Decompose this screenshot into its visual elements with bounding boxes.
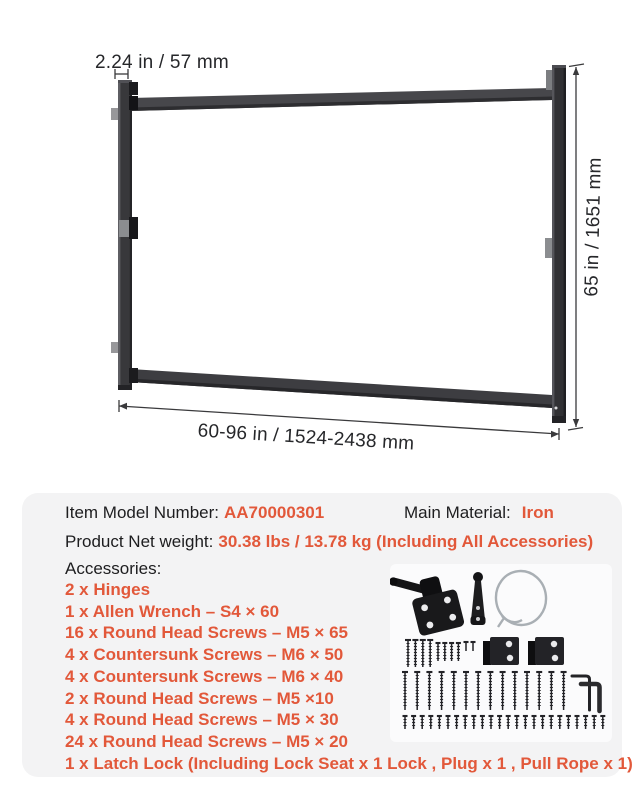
accessories-kit-image xyxy=(390,564,612,742)
hinge-block xyxy=(129,217,138,239)
material-value: Iron xyxy=(521,503,554,522)
material-label: Main Material: xyxy=(404,503,511,522)
accessory-item: 2 x Round Head Screws – M5 ×10 xyxy=(65,688,334,708)
hinge-bracket-graphic xyxy=(528,637,564,665)
model-value: AA70000301 xyxy=(224,503,325,522)
accessory-item: 1 x Latch Lock (Including Lock Seat x 1 Lock , Plug x 1 , Pull Rope x 1) xyxy=(65,753,633,773)
accessory-item: 24 x Round Head Screws – M5 × 20 xyxy=(65,731,348,751)
latch-bracket xyxy=(545,238,552,258)
dim-label-bottom-width: 60-96 in / 1524-2438 mm xyxy=(197,420,415,455)
accessory-item: 1 x Allen Wrench – S4 × 60 xyxy=(65,601,280,621)
hinge-bracket-graphic xyxy=(483,637,519,665)
accessory-item: 2 x Hinges xyxy=(65,580,151,599)
accessory-item: 4 x Countersunk Screws – M6 × 50 xyxy=(65,645,344,665)
wall-tab xyxy=(111,342,118,353)
latch-bracket xyxy=(546,70,552,90)
accessory-item: 16 x Round Head Screws – M5 × 65 xyxy=(65,623,348,643)
hinge-block xyxy=(129,82,138,95)
dim-label-top-width: 2.24 in / 57 mm xyxy=(95,52,229,73)
model-label: Item Model Number: xyxy=(65,503,219,522)
wall-tab xyxy=(111,108,118,120)
weight-label: Product Net weight: xyxy=(65,532,214,551)
accessory-item: 4 x Round Head Screws – M5 × 30 xyxy=(65,710,339,730)
material-pair xyxy=(404,503,554,523)
weight-row xyxy=(65,532,593,552)
gate-frame xyxy=(111,65,566,423)
accessory-item: 4 x Countersunk Screws – M6 × 40 xyxy=(65,666,344,686)
weight-value: 30.38 lbs / 13.78 kg (Including All Accessories) xyxy=(218,532,594,551)
dim-label-height: 65 in / 1651 mm xyxy=(581,157,606,297)
model-row xyxy=(65,503,554,523)
accessories-label: Accessories: xyxy=(65,559,162,578)
spec-panel xyxy=(22,493,633,777)
